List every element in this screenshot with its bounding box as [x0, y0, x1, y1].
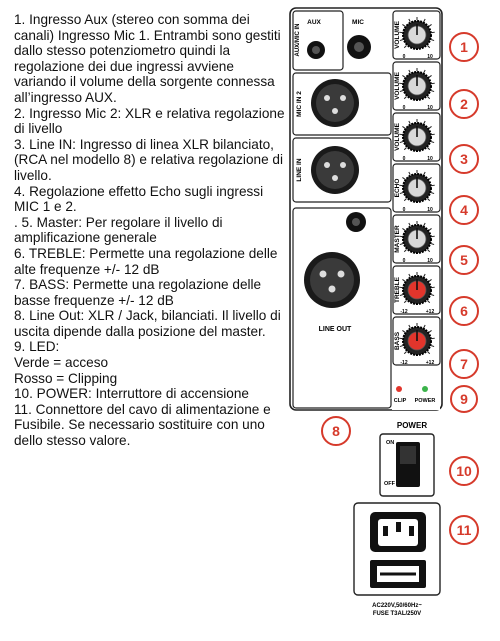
callout-2: 2: [449, 89, 479, 119]
callout-11: 11: [449, 515, 479, 545]
knob-min-label: -12: [400, 360, 408, 366]
desc-item-8: 8. Line Out: XLR / Jack, bilanciati. Il livello di uscita dipende dalla posizione del master.: [14, 308, 281, 339]
knob-max-label: +12: [425, 360, 435, 366]
callout-1: 1: [449, 32, 479, 62]
knob-column: [393, 11, 440, 366]
knob-min-label: 0: [402, 156, 406, 162]
knob-min-label: 0: [402, 54, 406, 60]
mic-in-2-label: MIC IN 2: [296, 91, 303, 117]
desc-item-2: 2. Ingresso Mic 2: XLR e relativa regolazione di livello: [14, 105, 285, 137]
aux-label: AUX: [307, 19, 321, 26]
desc-item-5: . 5. Master: Per regolare il livello di amplificazione generale: [14, 214, 223, 246]
desc-item-6: 6. TREBLE: Permette una regolazione delle alte frequenze +/- 12 dB: [14, 245, 278, 277]
desc-item-11: 11. Connettore del cavo di alimentazione e Fusibile. Se necessario sostituire con uno dello stesso valore.: [14, 401, 271, 449]
knob-min-label: 0: [402, 258, 406, 264]
callout-10: 10: [449, 456, 479, 486]
knob-label: MASTER: [394, 225, 401, 253]
callout-3: 3: [449, 144, 479, 174]
desc-item-7: 7. BASS: Permette una regolazione delle basse frequenze +/- 12 dB: [14, 277, 262, 308]
knob-min-label: 0: [402, 105, 406, 111]
knob-label: BASS: [394, 331, 401, 351]
knob-max-label: +12: [425, 309, 435, 315]
knob-max-label: 10: [427, 105, 433, 111]
power-led-label: POWER: [414, 398, 436, 404]
callout-5: 5: [449, 245, 479, 275]
switch-on-label: ON: [386, 440, 395, 446]
power-title: POWER: [396, 421, 428, 430]
knob-label: ECHO: [394, 178, 401, 198]
mic-label: MIC: [352, 19, 364, 26]
callout-8: 8: [321, 416, 351, 446]
line-in-label: LINE IN: [296, 158, 303, 182]
power-led: [422, 386, 428, 392]
callout-9: 9: [450, 385, 478, 413]
callout-7: 7: [449, 349, 479, 379]
clip-label: CLIP: [393, 398, 407, 404]
knob-max-label: 10: [427, 207, 433, 213]
knob-min-label: 0: [402, 207, 406, 213]
fuse-spec-line1: AC220V,50/60Hz~: [372, 603, 422, 609]
knob-label: TREBLE: [394, 277, 401, 303]
knob-label: VOLUME: [394, 123, 401, 151]
desc-item-1: 1. Ingresso Aux (stereo con somma dei canali) Ingresso Mic 1. Entrambi sono gestiti dallo stesso potenziometro quindi la regolazione dei due ingressi avviene variando il volume della sorgente connessa all’ingresso AUX.: [14, 12, 281, 105]
knob-label: VOLUME: [394, 21, 401, 49]
knob-min-label: -12: [400, 309, 408, 315]
knob-max-label: 10: [427, 258, 433, 264]
knob-max-label: 10: [427, 156, 433, 162]
callout-4: 4: [449, 195, 479, 225]
callout-6: 6: [449, 296, 479, 326]
clip-led: [396, 386, 402, 392]
knob-max-label: 10: [427, 54, 433, 60]
switch-off-label: OFF: [384, 481, 395, 487]
desc-item-4: 4. Regolazione effetto Echo sugli ingressi MIC 1 e 2.: [14, 183, 264, 215]
desc-item-3: 3. Line IN: Ingresso di linea XLR bilanciato, (RCA nel modello 8) e relativa regolazione di livello.: [14, 136, 283, 183]
desc-led-red: Rosso = Clipping: [14, 370, 118, 386]
desc-item-9: 9. LED:: [14, 339, 60, 355]
aux-mic-in-label: AUX/MIC IN: [295, 23, 301, 57]
fuse-spec-line2: FUSE T3AL/250V: [372, 611, 422, 617]
line-out-label: LINE OUT: [318, 326, 352, 333]
knob-label: VOLUME: [394, 72, 401, 100]
desc-item-10: 10. POWER: Interruttore di accensione: [14, 386, 249, 402]
desc-led-green: Verde = acceso: [14, 355, 109, 371]
description-text: [14, 12, 286, 449]
